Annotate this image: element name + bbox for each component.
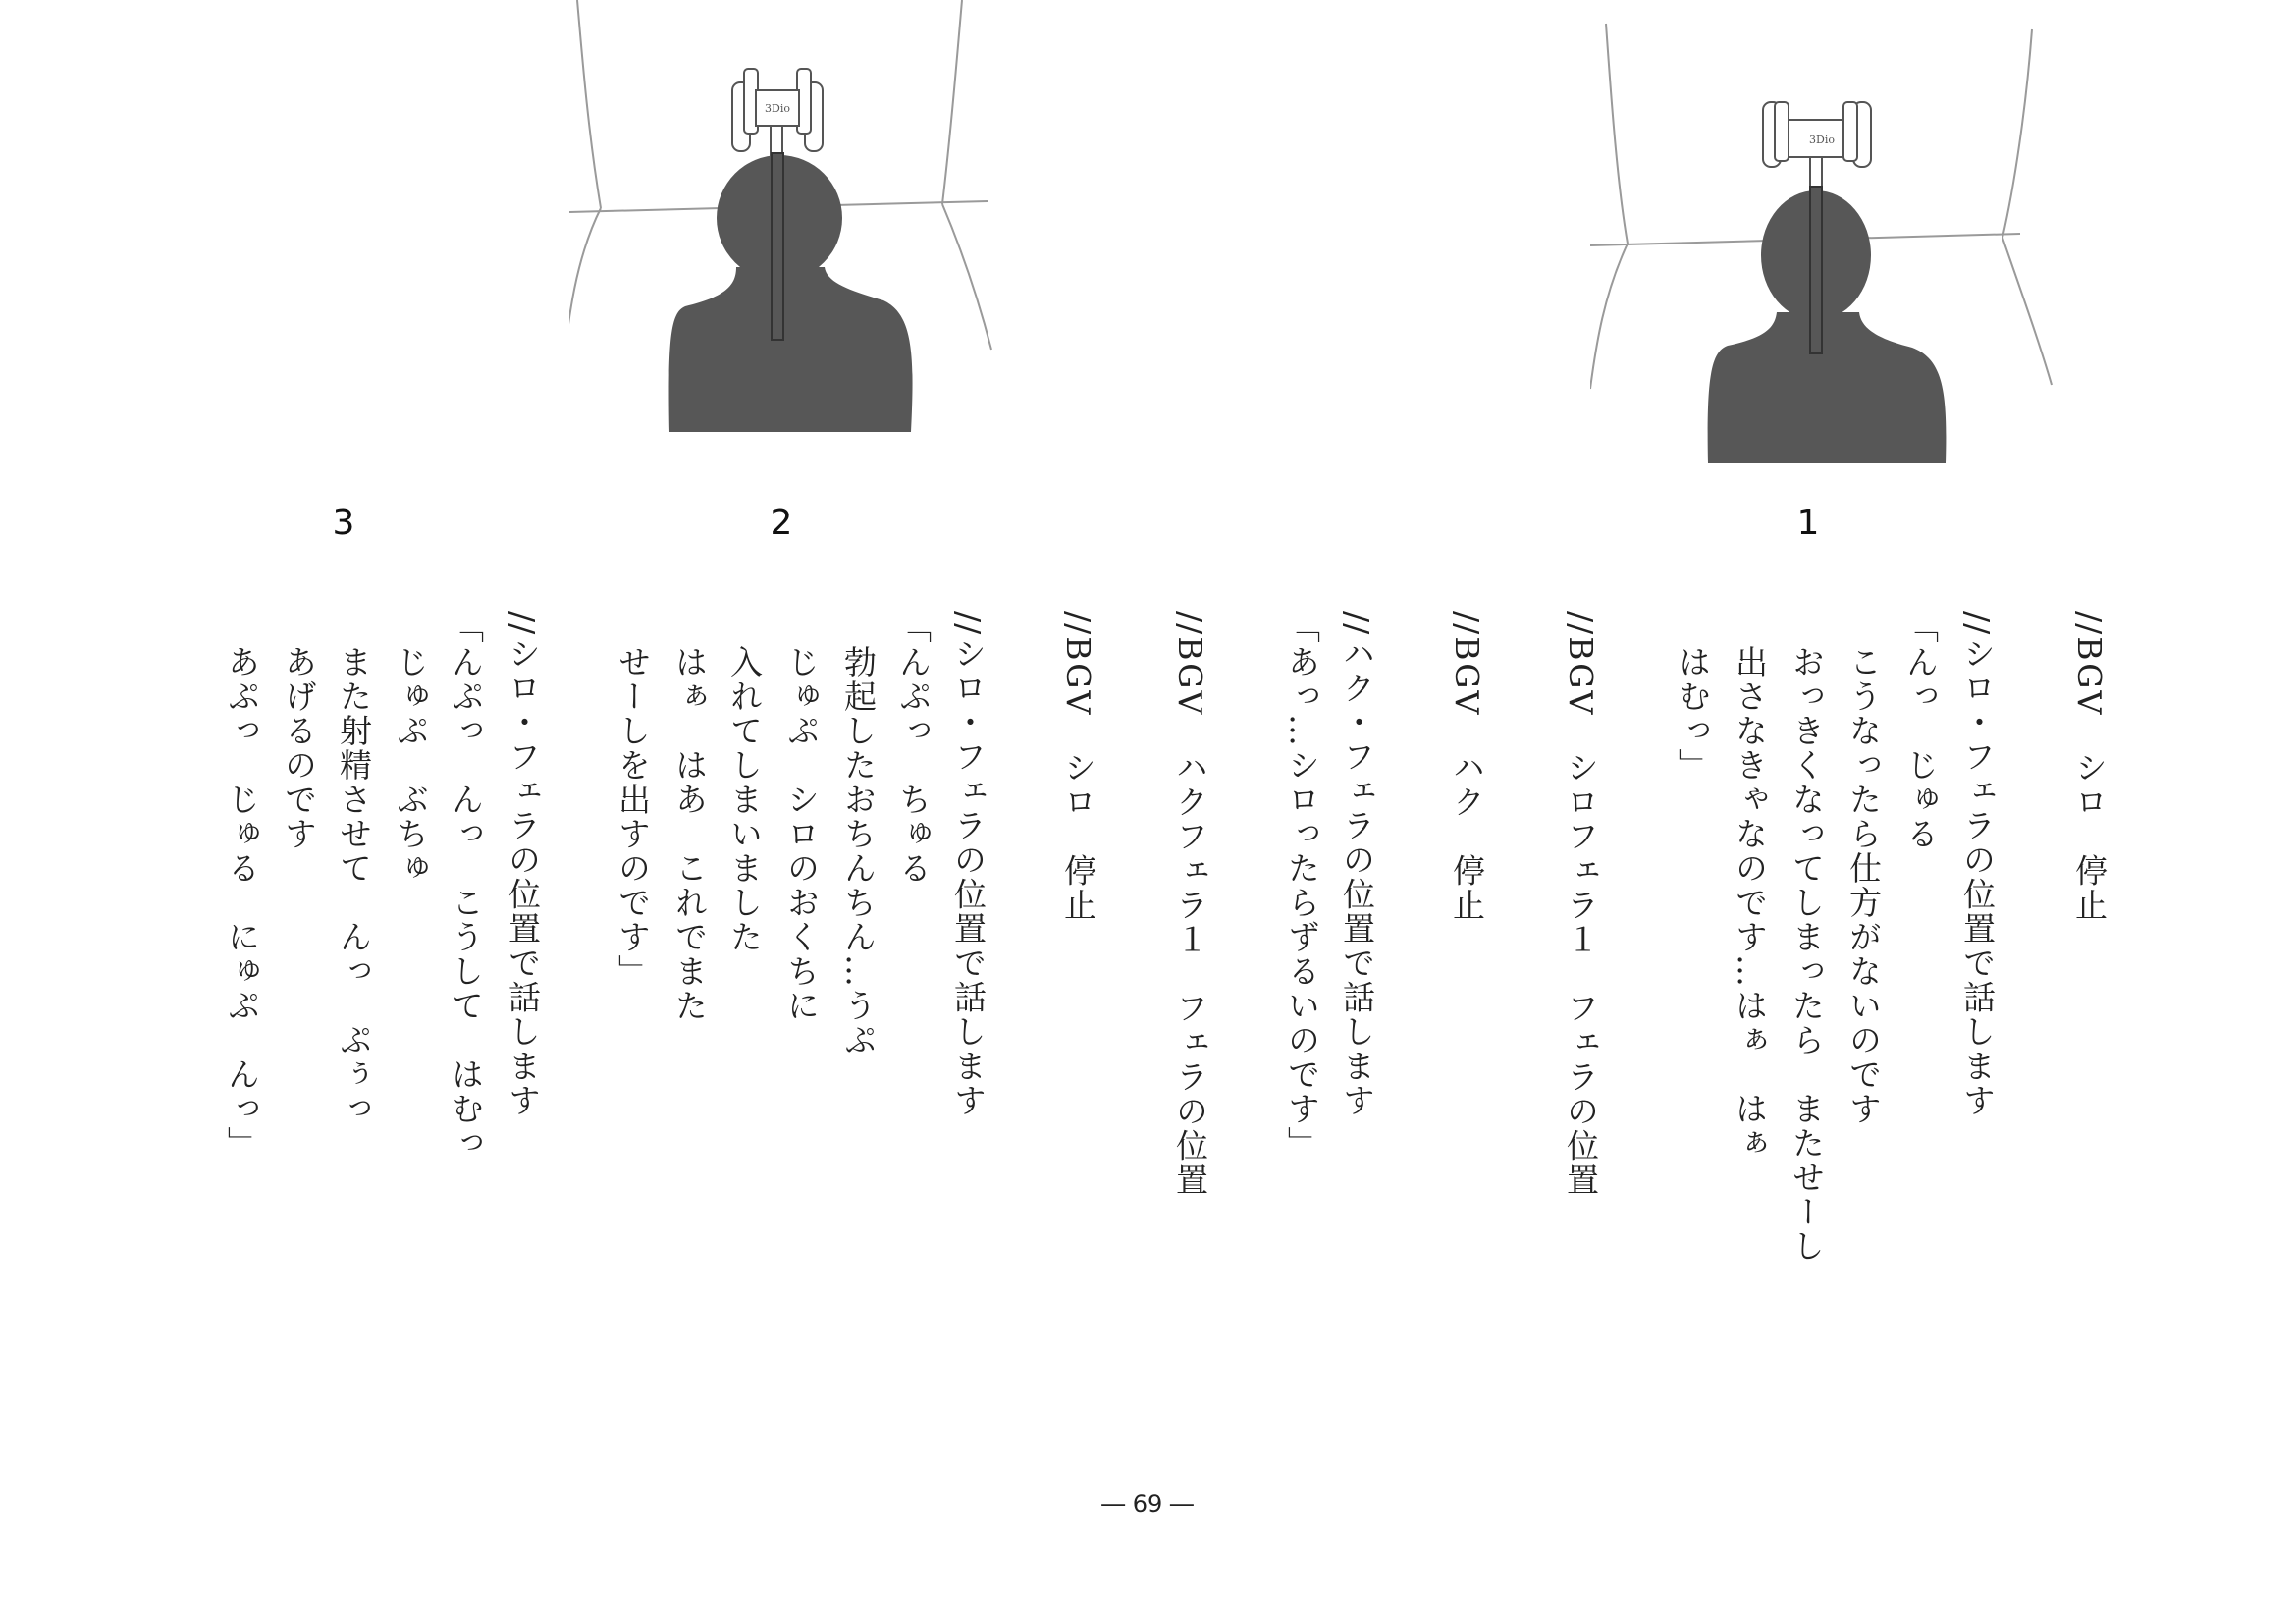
script-line: //BGV シロフェラ１ フェラの位置: [1562, 611, 1600, 1198]
script-line: 勃起したおちんちん…うぷ: [839, 611, 878, 1057]
script-line: //BGV ハクフェラ１ フェラの位置: [1171, 611, 1209, 1198]
script-line: 「んぷっ んっ こうして はむっ: [447, 611, 485, 1161]
script-line: あぷっ じゅる にゅぷ んっ」: [223, 611, 261, 1161]
script-line: あげるのです: [280, 611, 318, 851]
script-line: //シロ・フェラの位置で話します: [1958, 611, 1997, 1118]
script-line: //BGV シロ 停止: [1059, 611, 1097, 923]
script-line: じゅぷ ぶちゅ: [392, 611, 430, 886]
script-line: //BGV シロ 停止: [2070, 611, 2109, 923]
binaural-microphone-icon: [1763, 102, 1871, 187]
device-label: 3Dio: [765, 102, 790, 115]
binaural-microphone-icon: [732, 69, 823, 155]
script-line: 出さなきゃなのです…はぁ はぁ: [1731, 611, 1769, 1161]
script-line: はぁ はあ これでまた: [670, 611, 709, 1023]
script-line: じゅぷ シロのおくちに: [782, 611, 821, 1023]
script-line: //ハク・フェラの位置で話します: [1338, 611, 1376, 1118]
script-line: はむっ」: [1674, 611, 1712, 783]
script-line: こうなったら仕方がないのです: [1844, 611, 1883, 1126]
script-line: //シロ・フェラの位置で話します: [504, 611, 542, 1118]
script-line: //シロ・フェラの位置で話します: [949, 611, 988, 1118]
marker-1: 1: [1796, 503, 1820, 543]
script-line: //BGV ハク 停止: [1448, 611, 1486, 923]
marker-2: 2: [770, 503, 793, 543]
script-line: 「んぷっ ちゅる: [894, 611, 933, 886]
person-silhouette-icon: [669, 153, 913, 432]
script-line: せーしを出すのです」: [614, 611, 652, 989]
script-line: おっきくなってしまったら またせーし: [1788, 611, 1826, 1264]
script-line: 入れてしまいました: [725, 611, 764, 954]
script-line: 「んっ じゅる: [1901, 611, 1940, 851]
person-silhouette-icon: [1708, 187, 1947, 463]
marker-3: 3: [332, 503, 355, 543]
illustration-scene-2: [569, 0, 1001, 452]
script-line: また射精させて んっ ぷぅっ: [335, 611, 373, 1126]
illustration-scene-1: [1590, 0, 2061, 491]
page-number: ― 69 ―: [1101, 1490, 1194, 1518]
device-label: 3Dio: [1809, 134, 1835, 146]
script-line: 「あっ…シロったらずるいのです」: [1283, 611, 1321, 1161]
